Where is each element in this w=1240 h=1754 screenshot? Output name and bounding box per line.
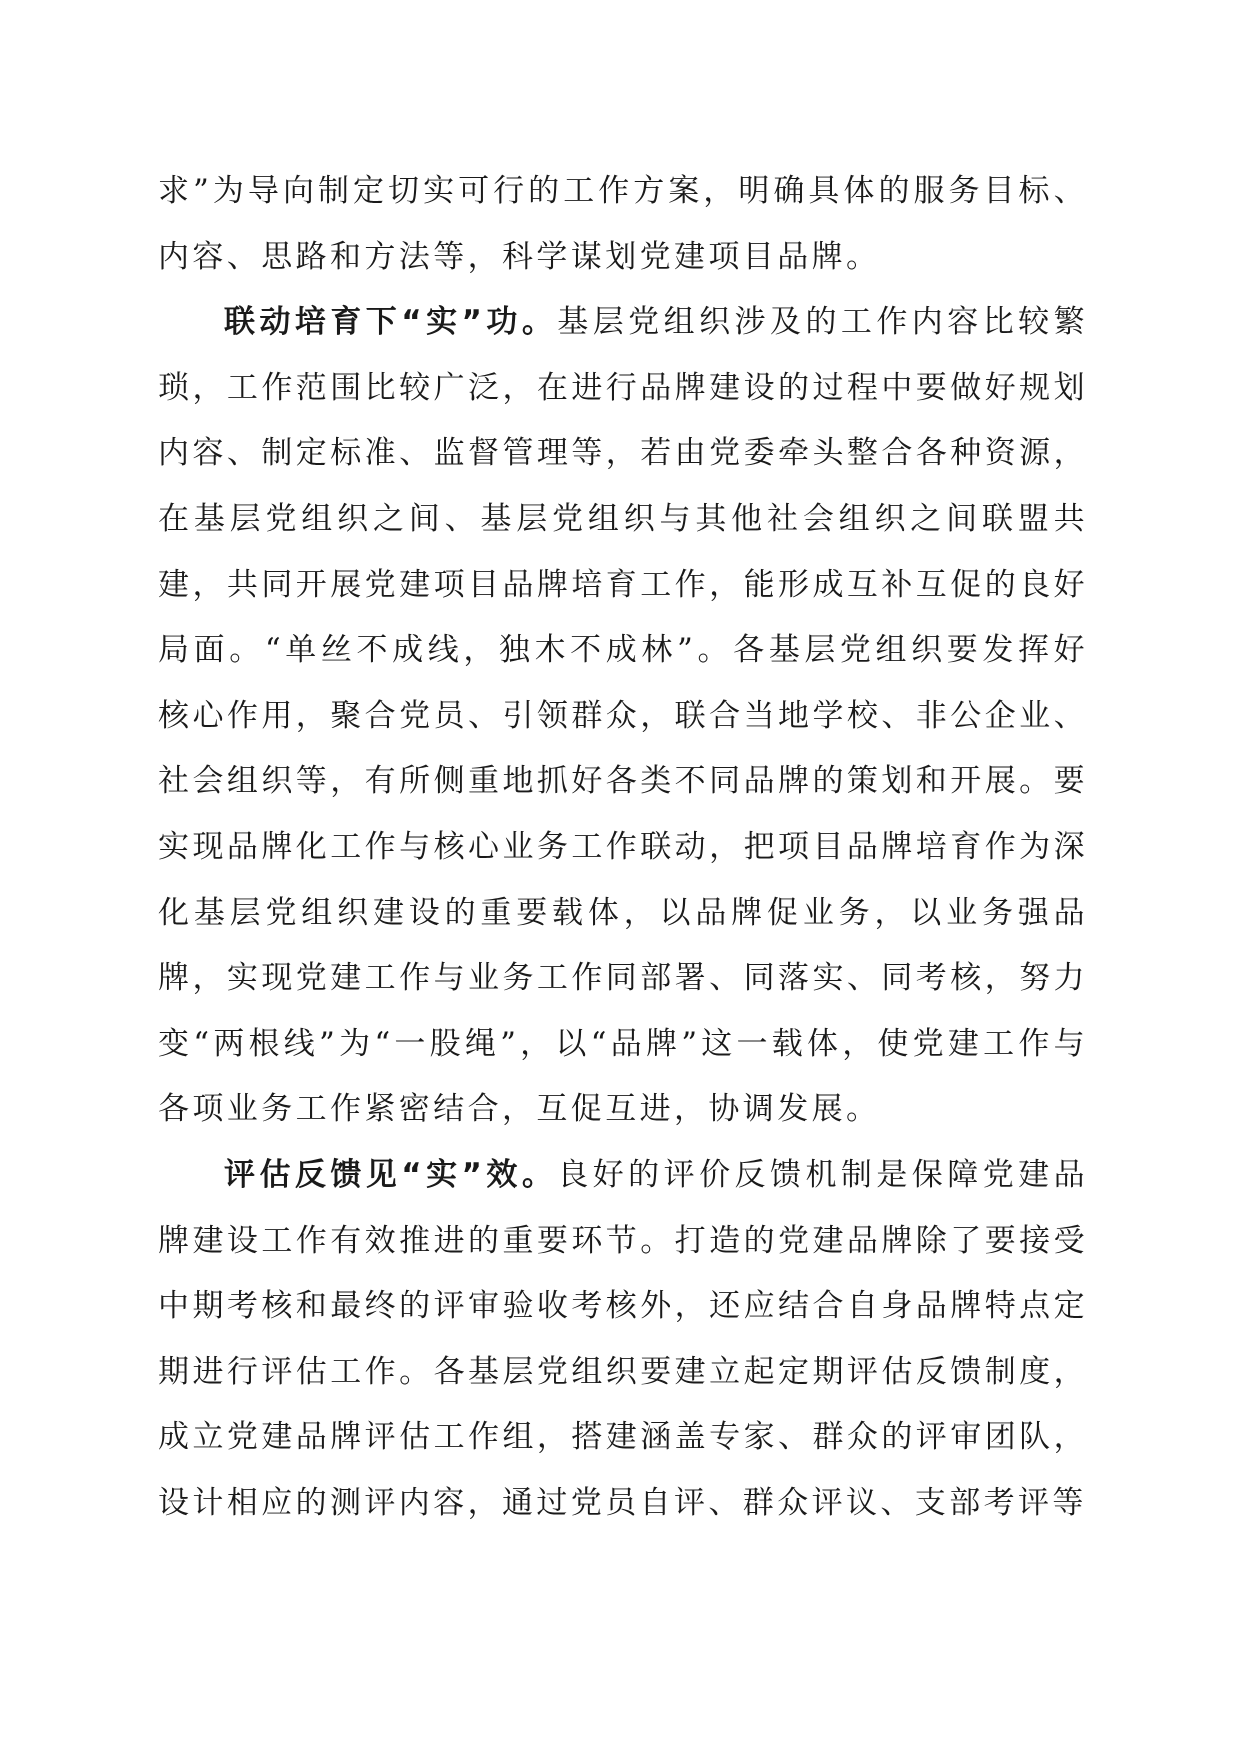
paragraph-text: 良好的评价反馈机制是保障党建品牌建设工作有效推进的重要环节。打造的党建品牌除了要接受中期考核和最终的评审验收考核外，还应结合自身品牌特点定期进行评估工作。各基层党组织要建立起定期评估反馈制度，成立党建品牌评估工作组，搭建涵盖专家、群众的评审团队，设计相应的测评内容，通过党员自评、群众评议、支部考评等 — [158, 1156, 1089, 1521]
paragraph-text: 求”为导向制定切实可行的工作方案，明确具体的服务目标、内容、思路和方法等，科学谋划党建项目品牌。 — [158, 173, 1088, 275]
paragraph-joint-cultivation — [158, 290, 1088, 1143]
paragraph-heading: 评估反馈见“实”效。 — [224, 1156, 558, 1193]
paragraph-continuation — [158, 159, 1088, 290]
paragraph-text: 基层党组织涉及的工作内容比较繁琐，工作范围比较广泛，在进行品牌建设的过程中要做好规划内容、制定标准、监督管理等，若由党委牵头整合各种资源，在基层党组织之间、基层党组织与其他社会组织之间联盟共建，共同开展党建项目品牌培育工作，能形成互补互促的良好局面。“单丝不成线，独木不成林”。各基层党组织要发挥好核心作用，聚合党员、引领群众，联合当地学校、非公企业、社会组织等，有所侧重地抓好各类不同品牌的策划和开展。要实现品牌化工作与核心业务工作联动，把项目品牌培育作为深化基层党组织建设的重要载体，以品牌促业务，以业务强品牌，实现党建工作与业务工作同部署、同落实、同考核，努力变“两根线”为“一股绳”，以“品牌”这一载体，使党建工作与各项业务工作紧密结合，互促互进，协调发展。 — [158, 304, 1089, 1128]
document-body — [158, 159, 1088, 1536]
paragraph-evaluation-feedback — [158, 1143, 1088, 1537]
paragraph-heading: 联动培育下“实”功。 — [224, 304, 558, 341]
